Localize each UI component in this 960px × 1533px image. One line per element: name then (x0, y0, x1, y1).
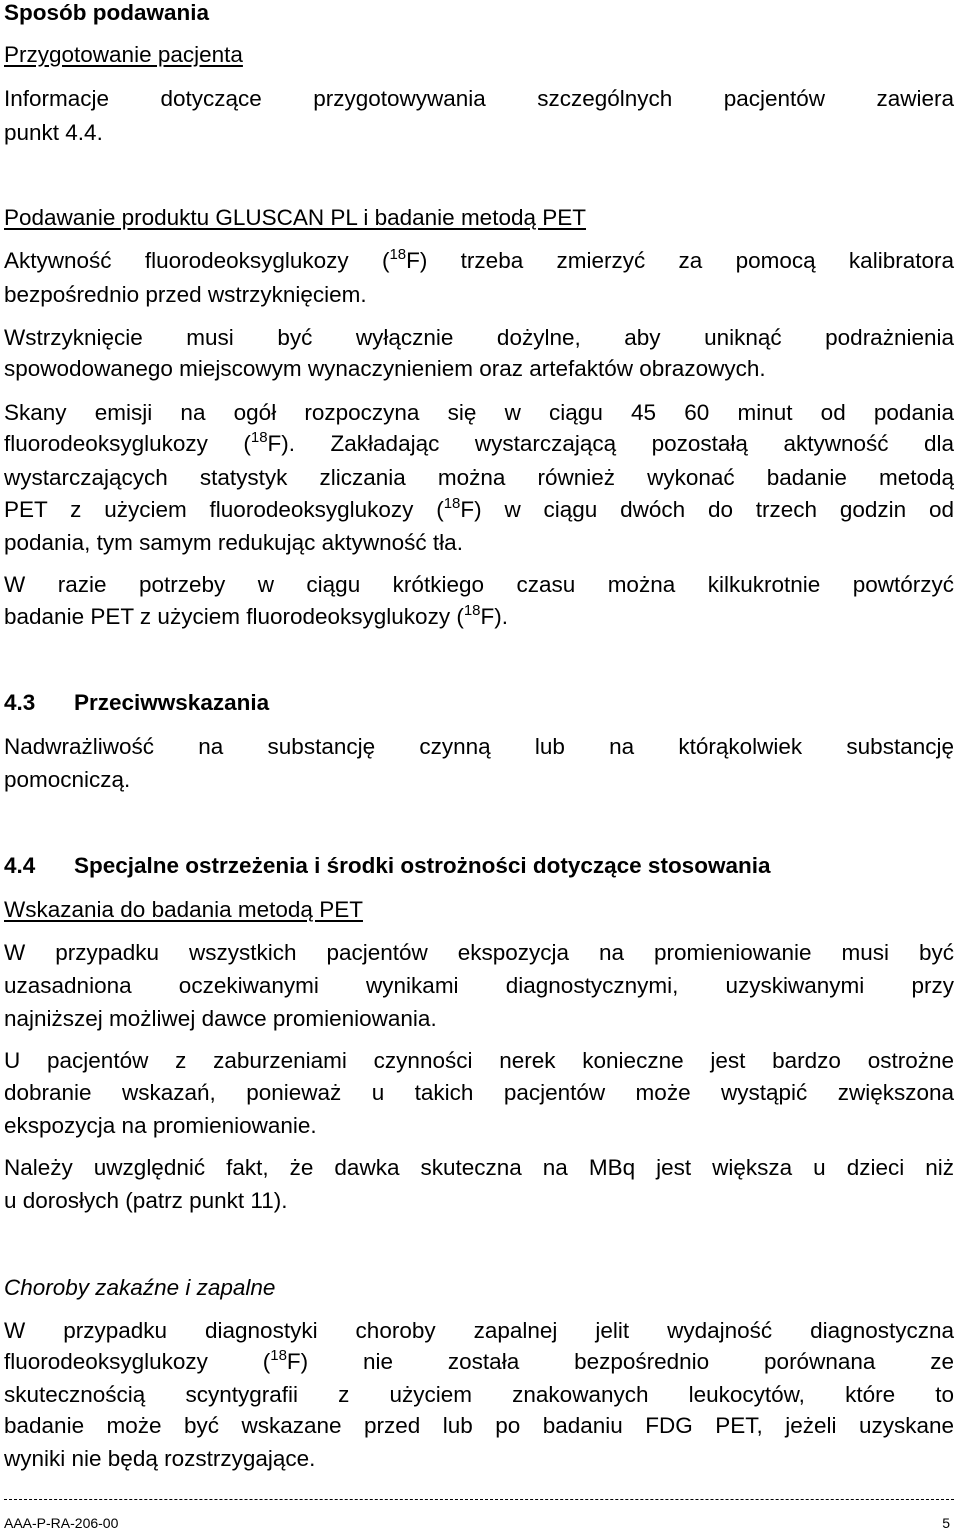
paragraph-line: Aktywność fluorodeoksyglukozy ($^{18}$F) trzeba zmierzyć za pomocą kalibratora (4, 246, 954, 273)
paragraph-line: najniższej możliwej dawce promieniowania. (4, 1006, 437, 1031)
paragraph-line: W razie potrzeby w ciągu krótkiego czasu można kilkukrotnie powtórzyć (4, 572, 954, 597)
document-code: AAA-P-RA-206-00 (4, 1515, 119, 1531)
paragraph-line: fluorodeoksyglukozy ($^{18}$F). Zakładając wystarczającą pozostałą aktywność dla (4, 429, 955, 456)
paragraph-line: skutecznością scyntygrafii z użyciem znakowanych leukocytów, które to (4, 1382, 954, 1407)
paragraph-line: badanie PET z użyciem fluorodeoksyglukozy ($^{18}$F). (4, 602, 508, 629)
paragraph-line: pomocniczą. (4, 767, 131, 792)
paragraph-line: Informacje dotyczące przygotowywania szczególnych pacjentów zawiera (4, 86, 954, 111)
paragraph-line: Należy uwzględnić fakt, że dawka skuteczna na MBq jest większa u dzieci niż (4, 1155, 954, 1180)
section-title-warnings: 4.4 Specjalne ostrzeżenia i środki ostrożności dotyczące stosowania (4, 853, 771, 878)
section-title-contraindications: 4.3 Przeciwwskazania (4, 690, 270, 715)
paragraph-line: W przypadku wszystkich pacjentów ekspozycja na promieniowanie musi być (4, 940, 954, 965)
subheading-infectious-diseases: Choroby zakaźne i zapalne (4, 1275, 276, 1300)
paragraph-line: uzasadniona oczekiwanymi wynikami diagnostycznymi, uzyskiwanymi przy (4, 973, 954, 998)
section-heading: Sposób podawania (4, 0, 210, 25)
subheading-pet-indications: Wskazania do badania metodą PET (4, 897, 363, 922)
paragraph-line: punkt 4.4. (4, 120, 103, 145)
paragraph-line: bezpośrednio przed wstrzyknięciem. (4, 282, 367, 307)
paragraph-line: podania, tym samym redukując aktywność tła. (4, 530, 463, 555)
paragraph-line: u dorosłych (patrz punkt 11). (4, 1188, 288, 1213)
footer-divider (4, 1499, 954, 1500)
paragraph-line: PET z użyciem fluorodeoksyglukozy ($^{18}$F) w ciągu dwóch do trzech godzin od (4, 495, 955, 522)
paragraph-line: W przypadku diagnostyki choroby zapalnej jelit wydajność diagnostyczna (4, 1318, 954, 1343)
paragraph-line: badanie może być wskazane przed lub po badaniu FDG PET, jeżeli uzyskane (4, 1413, 954, 1438)
paragraph-line: fluorodeoksyglukozy ($^{18}$F) nie została bezpośrednio porównana ze (4, 1347, 955, 1374)
subheading-patient-prep: Przygotowanie pacjenta (4, 42, 243, 67)
paragraph-line: Nadwrażliwość na substancję czynną lub na którąkolwiek substancję (4, 734, 954, 759)
paragraph-line: ekspozycja na promieniowanie. (4, 1113, 317, 1138)
paragraph-line: wystarczających statystyk zliczania można również wykonać badanie metodą (4, 465, 954, 490)
paragraph-line: Wstrzyknięcie musi być wyłącznie dożylne, aby uniknąć podrażnienia (4, 325, 954, 350)
subheading-administration: Podawanie produktu GLUSCAN PL i badanie metodą PET (4, 205, 587, 230)
paragraph-line: wyniki nie będą rozstrzygające. (4, 1446, 316, 1471)
page-number: 5 (942, 1515, 950, 1531)
paragraph-line: dobranie wskazań, ponieważ u takich pacjentów może wystąpić zwiększona (4, 1080, 954, 1105)
paragraph-line: Skany emisji na ogół rozpoczyna się w ciągu 45 60 minut od podania (4, 400, 954, 425)
paragraph-line: spowodowanego miejscowym wynaczynieniem oraz artefaktów obrazowych. (4, 356, 766, 381)
paragraph-line: U pacjentów z zaburzeniami czynności nerek konieczne jest bardzo ostrożne (4, 1048, 954, 1073)
